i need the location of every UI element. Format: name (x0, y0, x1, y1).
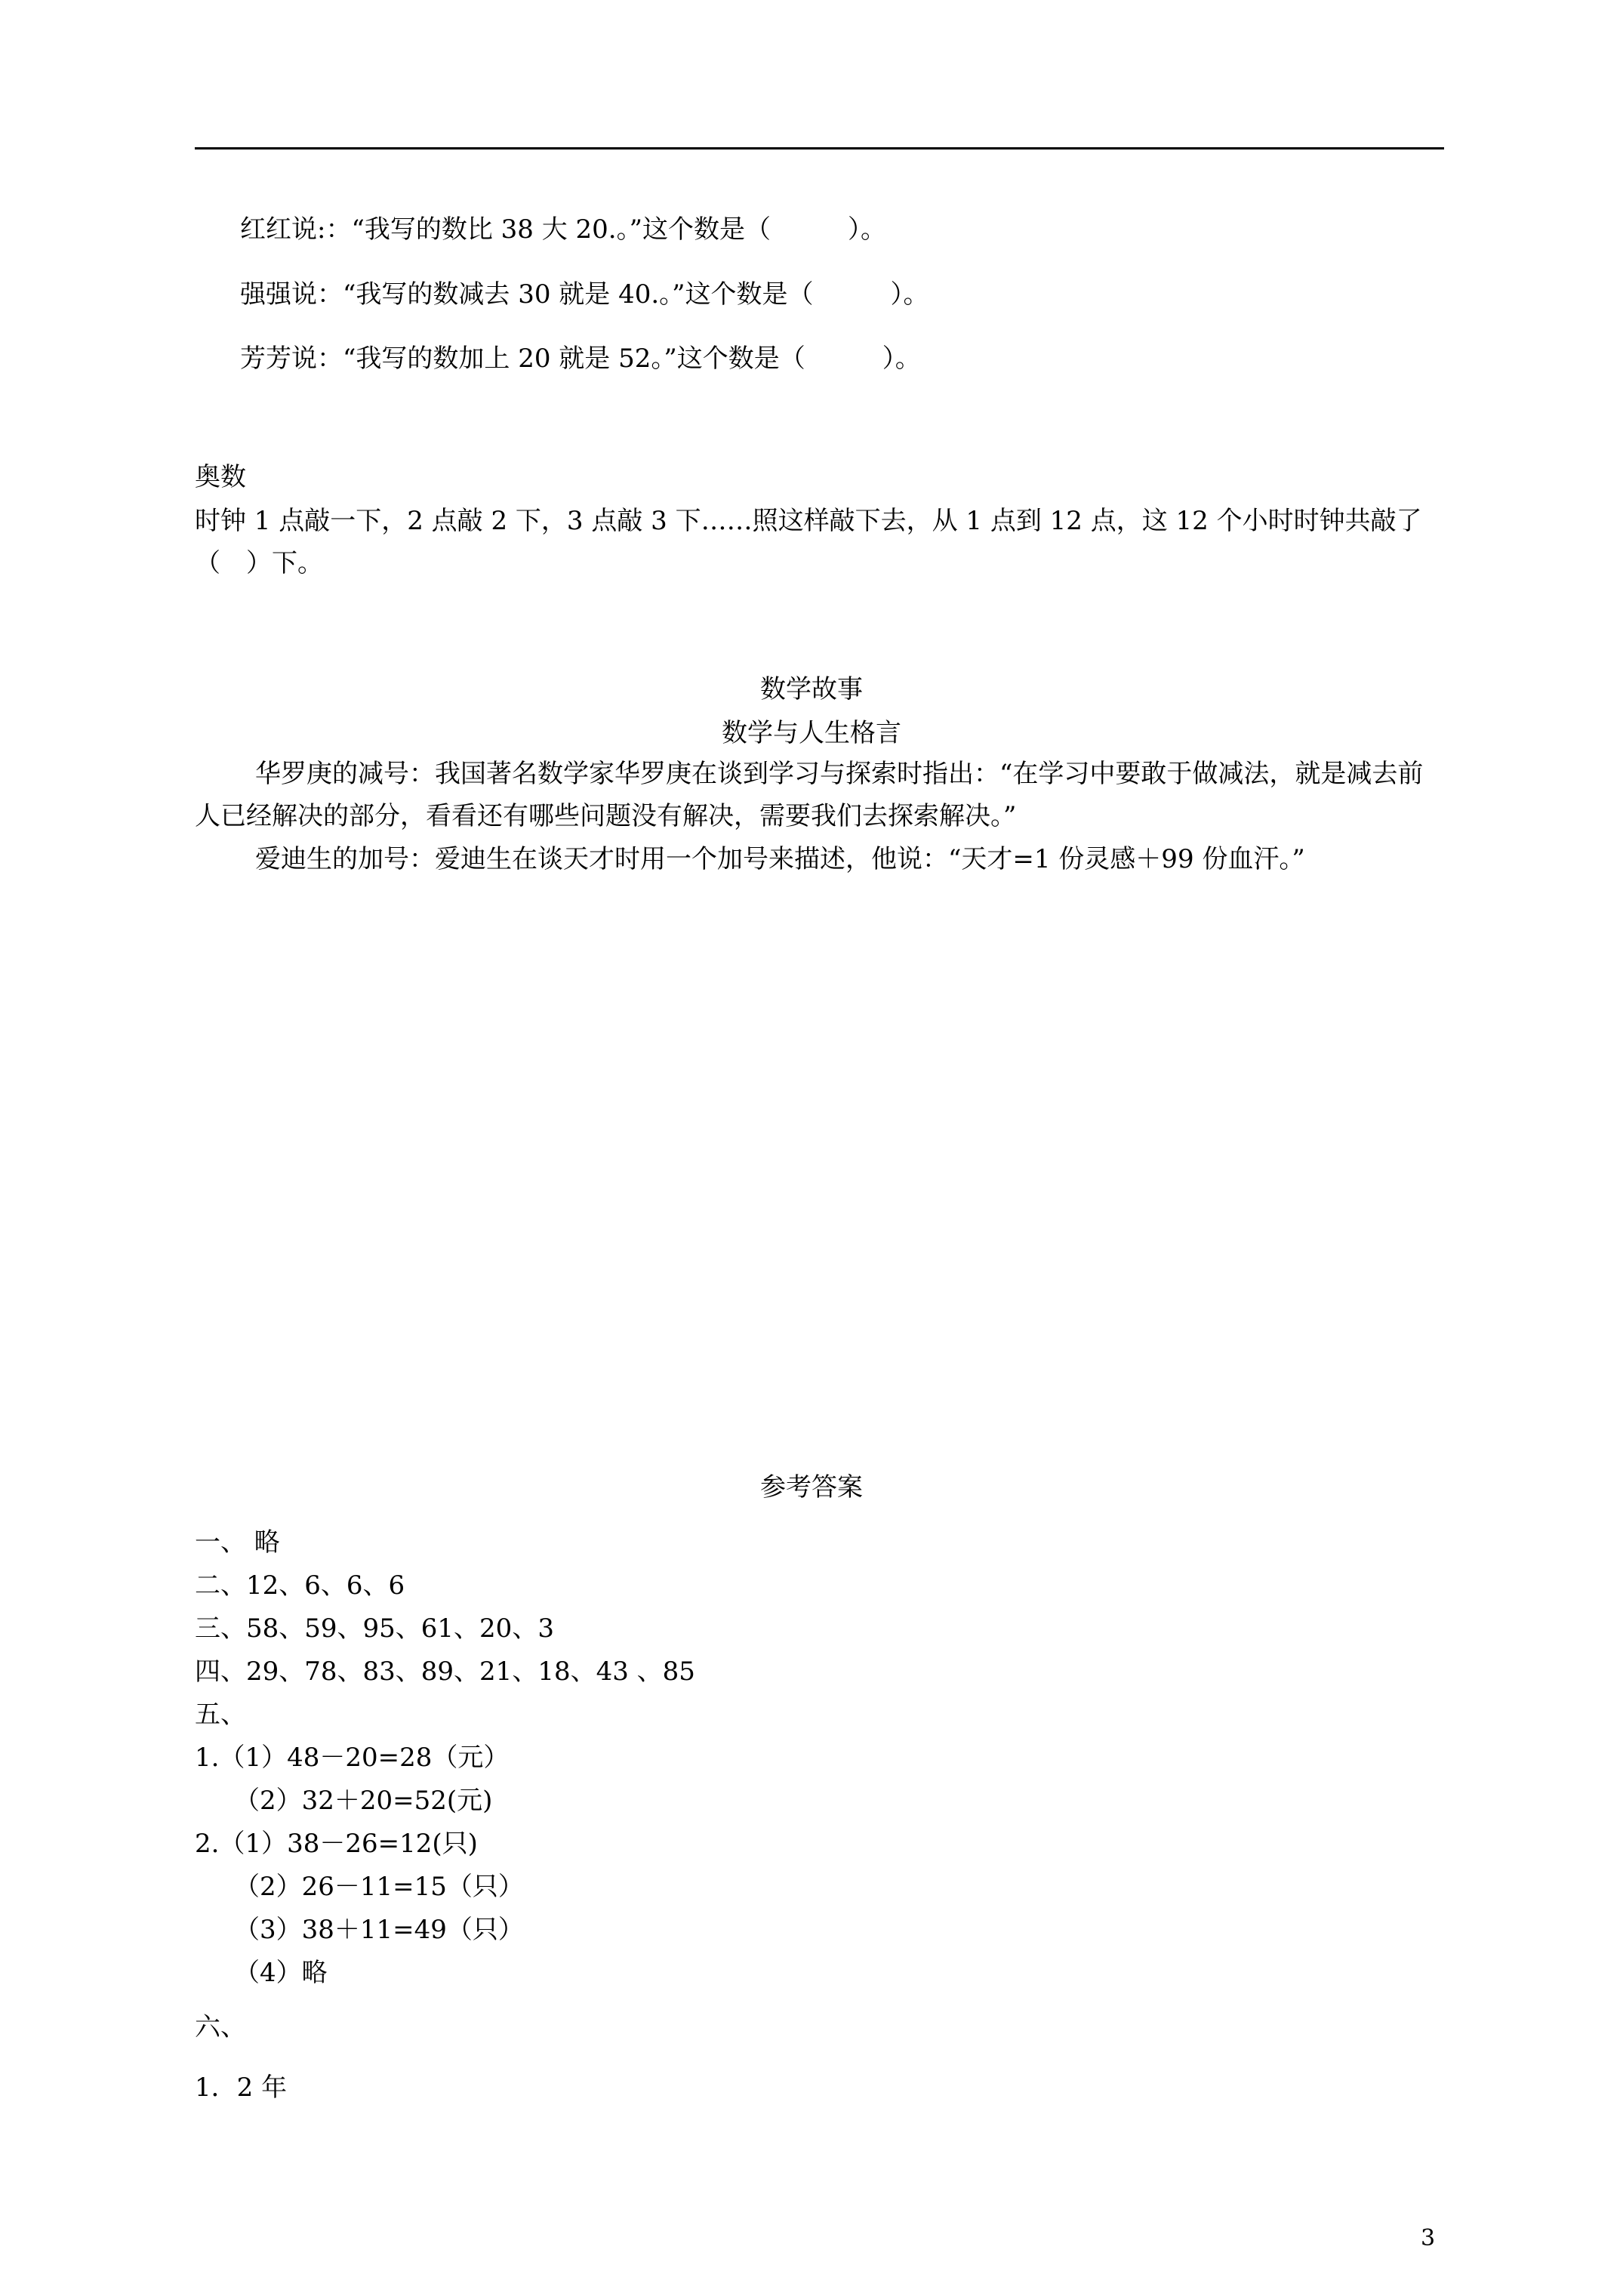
olympiad-heading: 奥数 (195, 462, 246, 492)
answer-line: 二、12、6、6、6 (195, 1570, 405, 1601)
story-title: 数学故事 (760, 674, 863, 704)
answers-title: 参考答案 (760, 1472, 863, 1502)
page-number: 3 (1421, 2225, 1436, 2251)
answer-line: 六、 (195, 2012, 246, 2042)
story-paragraph-hua-luogeng: 华罗庚的减号：我国著名数学家华罗庚在谈到学习与探索时指出：“在学习中要敢于做减法，就是减去前人已经解决的部分，看看还有哪些问题没有解决，需要我们去探索解决。” (195, 759, 1424, 831)
answer-line: 2.（1）38－26=12(只) (195, 1829, 478, 1859)
answer-line: （2）26－11=15（只） (234, 1872, 524, 1902)
answer-line: （4）略 (234, 1958, 328, 1988)
story-subtitle: 数学与人生格言 (722, 718, 901, 748)
answer-line: 四、29、78、83、89、21、18、43 、85 (195, 1657, 695, 1687)
answer-line: 1.（1）48－20=28（元） (195, 1743, 510, 1773)
answer-line: 1．2 年 (195, 2073, 288, 2103)
statement-fangfang: 芳芳说：“我写的数加上 20 就是 52。”这个数是（ ）。 (240, 344, 921, 374)
answer-line: （3）38＋11=49（只） (234, 1915, 524, 1945)
answer-line: （2）32＋20=52(元) (234, 1786, 493, 1816)
olympiad-question: 时钟 1 点敲一下，2 点敲 2 下，3 点敲 3 下……照这样敲下去，从 1 点到 12 点，这 12 个小时时钟共敲了（ ）下。 (195, 506, 1422, 578)
story-paragraph-edison: 爱迪生的加号：爱迪生在谈天才时用一个加号来描述，他说：“天才=1 份灵感＋99 份血汗。” (255, 844, 1305, 874)
answer-line: 一、 略 (195, 1527, 280, 1558)
header-rule (195, 147, 1444, 149)
answer-line: 三、58、59、95、61、20、3 (195, 1613, 554, 1644)
statement-qiangqiang: 强强说：“我写的数减去 30 就是 40.。”这个数是（ ）。 (240, 279, 929, 310)
answer-line: 五、 (195, 1700, 246, 1730)
statement-honghong: 红红说:：“我写的数比 38 大 20.。”这个数是（ ）。 (240, 214, 886, 245)
